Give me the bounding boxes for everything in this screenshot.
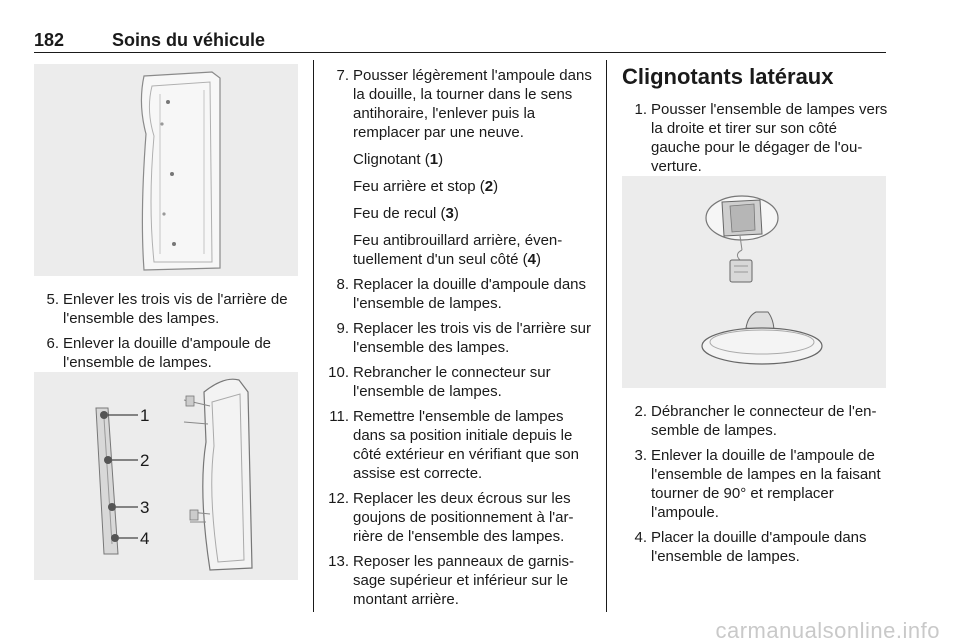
step-10: 10. Rebrancher le connecteur sur l'ensemble de lampes. — [328, 364, 551, 400]
step-7: 7. Pousser légèrement l'ampoule dans la douille, la tourner dans le sens antihoraire, l'enlever puis la remplacer par une neuve. Clignotant (1) Feu arrière et stop (2) Feu de recul (3) Feu antibrouillard arrière, éventuellement d'un seul côté (4) — [324, 66, 596, 269]
column-divider-1 — [313, 60, 314, 612]
callout-label-1: 1 — [140, 406, 150, 425]
page-title: Soins du véhicule — [112, 30, 266, 50]
side-indicator-figure — [622, 176, 886, 388]
step-5: 5. Enlever les trois vis de l'arrière de l'ensemble des lampes. — [46, 291, 288, 327]
bulb-socket-illustration — [34, 372, 298, 580]
bulb-item-indicator: Clignotant (1) — [353, 151, 444, 168]
side-indicator-illustration — [622, 176, 886, 388]
page-number: 182 — [34, 30, 65, 50]
tail-lamp-figure — [34, 64, 298, 276]
callout-label-2: 2 — [140, 451, 150, 470]
side-step-4: 4. Placer la douille d'ampoule dans l'ensemble de lampes. — [634, 529, 867, 565]
callout-label-4: 4 — [140, 529, 150, 548]
step-13: 13. Reposer les panneaux de garnissage supérieur et inférieur sur le montant arrière. — [328, 553, 574, 608]
step-9: 9. Replacer les trois vis de l'arrière sur l'ensemble des lampes. — [336, 320, 591, 356]
step-8: 8. Replacer la douille d'ampoule dans l'ensemble de lampes. — [336, 276, 587, 312]
watermark: carmanualsonline.info — [715, 618, 940, 643]
callout-label-3: 3 — [140, 498, 150, 517]
side-step-3: 3. Enlever la douille de l'ampoule de l'ensemble de lampes en la faisant tourner de 90° et remplacer l'ampoule. — [634, 447, 881, 521]
tail-lamp-illustration — [34, 64, 298, 276]
step-12: 12. Replacer les deux écrous sur les goujons de positionnement à l'arrière de l'ensemble des lampes. — [328, 490, 574, 545]
side-step-2: 2. Débrancher le connecteur de l'ensemble de lampes. — [634, 403, 877, 439]
bulb-item-tail-stop: Feu arrière et stop (2) — [353, 178, 499, 195]
header-rule — [34, 52, 886, 53]
side-step-1: 1. Pousser l'ensemble de lampes vers la droite et tirer sur son côté gauche pour le dégager de l'ouverture. — [634, 101, 888, 175]
bulb-socket-figure — [34, 372, 298, 580]
step-11: 11. Remettre l'ensemble de lampes dans sa position initiale depuis le côté extérieur en vérifiant que son assise est correcte. — [329, 408, 579, 482]
column-divider-2 — [606, 60, 607, 612]
section-title: Clignotants latéraux — [622, 64, 834, 89]
bulb-item-reverse: Feu de recul (3) — [353, 205, 459, 222]
step-6: 6. Enlever la douille d'ampoule de l'ensemble de lampes. — [46, 335, 272, 371]
bulb-item-fog: Feu antibrouillard arrière, éventuellement d'un seul côté (4) — [353, 232, 563, 268]
